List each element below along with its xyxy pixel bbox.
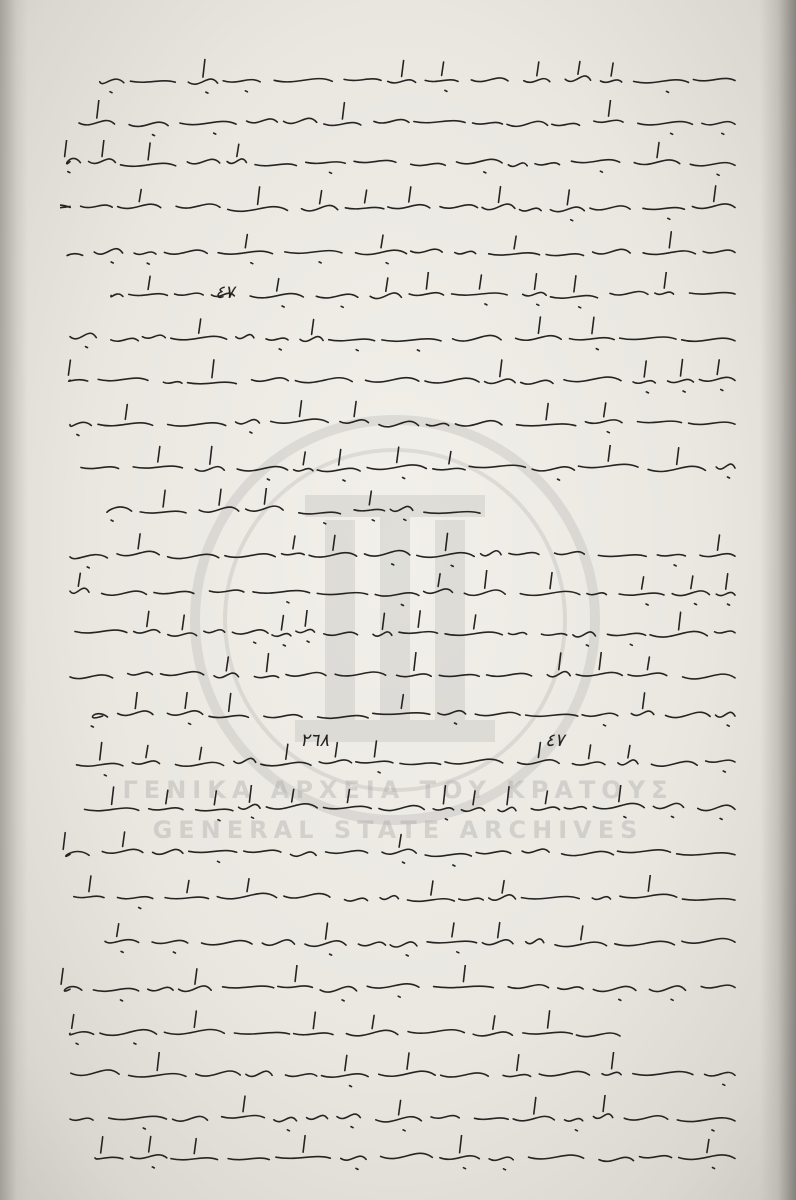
watermark-english: GENERAL STATE ARCHIVES <box>152 816 644 844</box>
ink-stroke <box>70 533 735 568</box>
ink-stroke <box>68 360 735 393</box>
manuscript-line <box>60 875 740 915</box>
ink-stroke <box>105 923 735 956</box>
ink-stroke <box>71 1052 735 1087</box>
ink-stroke <box>100 60 735 94</box>
handwriting-strokes <box>60 652 740 692</box>
handwriting-strokes <box>60 1135 740 1175</box>
manuscript-line <box>60 920 740 960</box>
manuscript-line <box>60 185 740 225</box>
number-line14-b: ٤٧ <box>545 730 565 751</box>
manuscript-line <box>60 315 740 355</box>
manuscript-line <box>60 610 740 650</box>
ink-stroke <box>61 965 735 1001</box>
manuscript-line <box>60 652 740 692</box>
manuscript-line <box>60 532 740 572</box>
number-line14-a: ٢٦٨ <box>300 730 330 751</box>
ink-stroke <box>79 100 735 136</box>
ink-stroke <box>85 785 736 821</box>
handwriting-strokes <box>60 58 740 98</box>
handwriting-strokes <box>60 358 740 398</box>
manuscript-line <box>60 965 740 1005</box>
ink-stroke <box>70 1095 735 1131</box>
manuscript-line <box>60 58 740 98</box>
handwriting-strokes <box>60 140 740 180</box>
ink-stroke <box>70 317 735 351</box>
manuscript-line <box>60 400 740 440</box>
handwriting-strokes <box>60 570 740 610</box>
handwriting-strokes <box>60 315 740 355</box>
handwriting-strokes <box>60 875 740 915</box>
ink-stroke <box>75 610 735 646</box>
handwriting-strokes <box>60 920 740 960</box>
manuscript-line <box>60 230 740 270</box>
manuscript-line <box>60 100 740 140</box>
manuscript-line <box>60 830 740 870</box>
handwriting-strokes <box>60 445 740 485</box>
ink-stroke <box>81 445 735 481</box>
manuscript-line <box>60 692 740 732</box>
manuscript-line <box>60 570 740 610</box>
ink-stroke <box>67 232 735 264</box>
handwriting-strokes <box>60 1010 740 1050</box>
manuscript-line <box>60 445 740 485</box>
ink-stroke <box>70 570 735 605</box>
handwriting-strokes <box>60 1095 740 1135</box>
manuscript-line <box>60 1010 740 1050</box>
handwriting-strokes <box>60 400 740 440</box>
ink-stroke <box>91 692 735 727</box>
ink-stroke <box>65 140 735 175</box>
handwriting-strokes <box>60 785 740 825</box>
manuscript-line <box>60 1052 740 1092</box>
ink-stroke <box>70 1011 620 1044</box>
ink-stroke <box>63 832 735 866</box>
watermark-greek: ΓΕΝΙΚΑ ΑΡΧΕΙΑ ΤΟΥ ΚΡΑΤΟΥΣ <box>122 776 674 804</box>
handwriting-strokes <box>60 1052 740 1092</box>
manuscript-line <box>60 785 740 825</box>
handwriting-strokes <box>60 488 740 528</box>
ink-stroke <box>95 1135 735 1170</box>
handwriting-strokes <box>60 692 740 732</box>
handwriting-strokes <box>60 100 740 140</box>
manuscript-line <box>60 358 740 398</box>
manuscript-line <box>60 488 740 528</box>
handwriting-strokes <box>60 830 740 870</box>
ink-stroke <box>107 488 480 524</box>
handwriting-strokes <box>60 965 740 1005</box>
manuscript-line <box>60 1095 740 1135</box>
handwriting-strokes <box>60 230 740 270</box>
ink-stroke <box>70 401 735 436</box>
ink-stroke <box>70 653 735 679</box>
manuscript-line <box>60 1135 740 1175</box>
handwriting-strokes <box>60 532 740 572</box>
handwriting-strokes <box>60 610 740 650</box>
manuscript-line <box>60 140 740 180</box>
ink-stroke <box>60 186 735 221</box>
handwriting-strokes <box>60 185 740 225</box>
number-line5: ٤٧ <box>215 282 235 303</box>
ink-stroke <box>74 875 735 909</box>
